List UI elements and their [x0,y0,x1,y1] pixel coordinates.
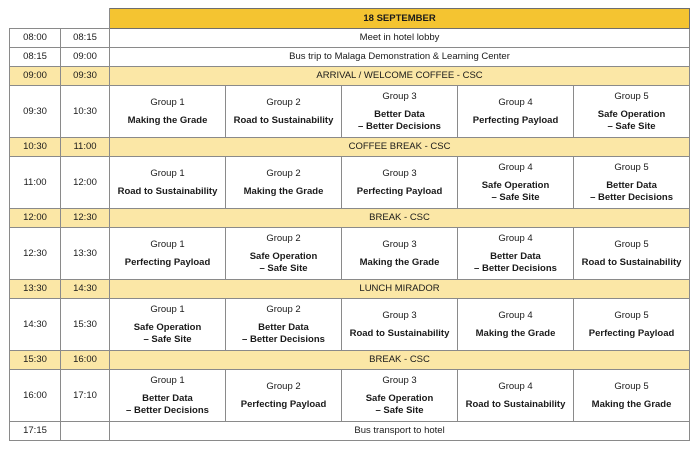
group-name: Group 3 [382,238,417,250]
group-name: Group 3 [382,167,417,179]
session-cell [458,370,574,422]
event-row [10,29,690,48]
session-cell [226,299,342,351]
end-time: 12:00 [61,157,110,209]
group-name: Group 1 [150,374,185,386]
session-cell [110,370,226,422]
session-title [228,186,339,198]
break-row [10,351,690,370]
start-time: 12:00 [10,209,61,228]
end-time: 11:00 [61,138,110,157]
session-title-line: Making the Grade [243,185,324,197]
event-label: BREAK - CSC [110,209,690,228]
session-cell [574,228,690,280]
session-cell [226,86,342,138]
session-title [112,322,223,346]
event-label: ARRIVAL / WELCOME COFFEE - CSC [110,67,690,86]
start-time: 16:00 [10,370,61,422]
start-time: 08:15 [10,48,61,67]
session-row [10,299,690,351]
session-title-line: Perfecting Payload [356,185,443,197]
start-time: 09:30 [10,86,61,138]
session-title-line: Safe Operation [249,250,318,262]
event-row [10,48,690,67]
session-title-line: – Safe Site [143,333,192,345]
session-title [344,328,455,340]
end-time: 09:30 [61,67,110,86]
end-time: 12:30 [61,209,110,228]
session-title-line: Better Data [606,179,657,191]
session-title-line: Safe Operation [133,321,202,333]
session-cell [342,228,458,280]
session-title-line: Perfecting Payload [472,114,559,126]
start-time: 12:30 [10,228,61,280]
session-title-line: – Safe Site [375,404,424,416]
end-time: 16:00 [61,351,110,370]
break-row [10,138,690,157]
session-title-line: – Better Decisions [358,120,441,132]
group-name: Group 2 [266,96,301,108]
group-name: Group 1 [150,167,185,179]
end-time: 09:00 [61,48,110,67]
session-cell [110,86,226,138]
start-time: 09:00 [10,67,61,86]
session-title-line: – Safe Site [491,191,540,203]
group-name: Group 4 [498,232,533,244]
end-time: 13:30 [61,228,110,280]
event-label: Meet in hotel lobby [110,29,690,48]
session-title-line: Making the Grade [127,114,208,126]
break-row [10,280,690,299]
session-cell [574,370,690,422]
session-cell [110,157,226,209]
session-title-line: Perfecting Payload [588,327,675,339]
session-row [10,86,690,138]
header-row [10,9,690,29]
session-cell [226,370,342,422]
session-cell [458,228,574,280]
end-time [61,422,110,441]
session-cell [110,228,226,280]
group-name: Group 3 [382,374,417,386]
end-time: 14:30 [61,280,110,299]
session-cell [574,299,690,351]
session-cell [458,299,574,351]
session-title [576,109,687,133]
session-row [10,157,690,209]
session-title-line: – Safe Site [607,120,656,132]
break-row [10,67,690,86]
group-name: Group 5 [614,161,649,173]
session-cell [574,157,690,209]
session-row [10,228,690,280]
start-time: 08:00 [10,29,61,48]
session-title [576,399,687,411]
session-title-line: Safe Operation [365,392,434,404]
event-label: Bus trip to Malaga Demonstration & Learning Center [110,48,690,67]
session-title-line: Better Data [258,321,309,333]
group-name: Group 2 [266,380,301,392]
session-title [344,109,455,133]
session-title-line: Perfecting Payload [240,398,327,410]
session-title-line: – Better Decisions [590,191,673,203]
header-corner [10,9,110,29]
session-title [460,251,571,275]
session-title [112,257,223,269]
start-time: 14:30 [10,299,61,351]
start-time: 10:30 [10,138,61,157]
session-title [112,115,223,127]
end-time: 10:30 [61,86,110,138]
session-title-line: Better Data [374,108,425,120]
end-time: 17:10 [61,370,110,422]
session-title-line: Making the Grade [591,398,672,410]
session-title-line: – Better Decisions [242,333,325,345]
session-title-line: Making the Grade [475,327,556,339]
session-cell [342,299,458,351]
session-title [344,393,455,417]
schedule-title: 18 SEPTEMBER [110,9,690,29]
session-title-line: Perfecting Payload [124,256,211,268]
event-row [10,422,690,441]
group-name: Group 5 [614,309,649,321]
group-name: Group 2 [266,232,301,244]
event-label: Bus transport to hotel [110,422,690,441]
session-title [228,115,339,127]
group-name: Group 1 [150,238,185,250]
group-name: Group 5 [614,238,649,250]
session-title [344,257,455,269]
session-title-line: Road to Sustainability [117,185,218,197]
group-name: Group 4 [498,309,533,321]
group-name: Group 2 [266,167,301,179]
event-label: BREAK - CSC [110,351,690,370]
session-title-line: – Better Decisions [474,262,557,274]
session-title [460,180,571,204]
session-cell [458,86,574,138]
group-name: Group 1 [150,303,185,315]
start-time: 15:30 [10,351,61,370]
session-cell [342,370,458,422]
session-title-line: Better Data [142,392,193,404]
group-name: Group 1 [150,96,185,108]
event-label: COFFEE BREAK - CSC [110,138,690,157]
session-cell [342,86,458,138]
session-title-line: Road to Sustainability [233,114,334,126]
session-title-line: Road to Sustainability [581,256,682,268]
session-title-line: Better Data [490,250,541,262]
break-row [10,209,690,228]
group-name: Group 5 [614,380,649,392]
session-title [460,399,571,411]
session-title-line: Safe Operation [597,108,666,120]
session-title [112,393,223,417]
session-title [460,328,571,340]
session-title-line: – Safe Site [259,262,308,274]
session-cell [574,86,690,138]
session-title [344,186,455,198]
session-title [228,322,339,346]
session-title-line: Safe Operation [481,179,550,191]
session-title [576,328,687,340]
session-title [228,399,339,411]
group-name: Group 2 [266,303,301,315]
end-time: 15:30 [61,299,110,351]
event-label: LUNCH MIRADOR [110,280,690,299]
group-name: Group 4 [498,380,533,392]
session-title [112,186,223,198]
session-title [576,180,687,204]
session-title-line: Road to Sustainability [349,327,450,339]
group-name: Group 5 [614,90,649,102]
session-title-line: Making the Grade [359,256,440,268]
start-time: 17:15 [10,422,61,441]
session-title-line: – Better Decisions [126,404,209,416]
start-time: 13:30 [10,280,61,299]
session-cell [226,157,342,209]
group-name: Group 3 [382,90,417,102]
session-cell [458,157,574,209]
group-name: Group 3 [382,309,417,321]
session-title [228,251,339,275]
session-title-line: Road to Sustainability [465,398,566,410]
schedule-table [9,8,690,441]
session-cell [110,299,226,351]
session-cell [342,157,458,209]
start-time: 11:00 [10,157,61,209]
group-name: Group 4 [498,161,533,173]
session-cell [226,228,342,280]
group-name: Group 4 [498,96,533,108]
session-row [10,370,690,422]
session-title [460,115,571,127]
session-title [576,257,687,269]
end-time: 08:15 [61,29,110,48]
